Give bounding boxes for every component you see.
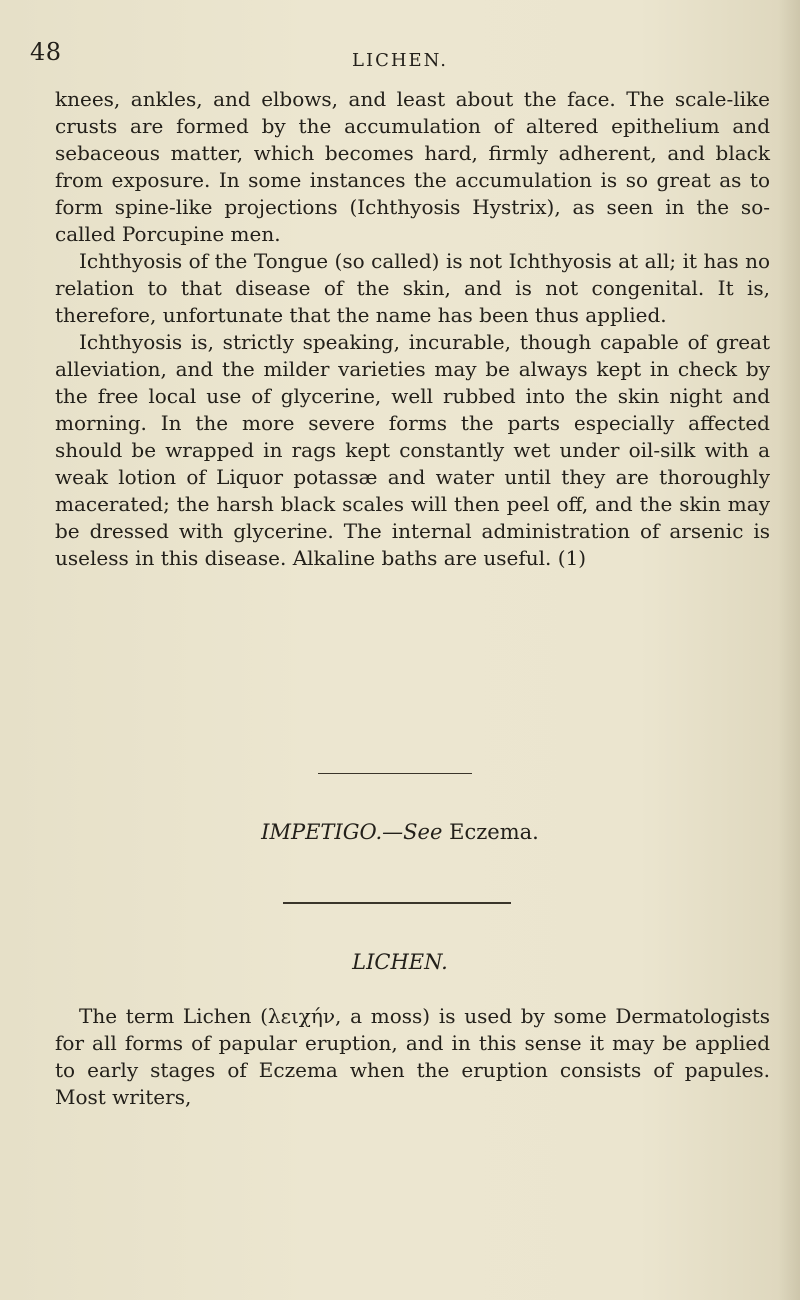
page-edge-shadow — [778, 0, 800, 1300]
see-word: —See — [382, 820, 443, 844]
body-text — [55, 86, 770, 572]
impetigo-entry — [0, 820, 800, 844]
page-header — [0, 38, 800, 78]
page-number: 48 — [30, 38, 62, 66]
paragraph: The term Lichen (λειχήν, a moss) is used by some Dermatologists for all forms of papular eruption, and in this sense it may be applied to early stages of Eczema when the eruption consists of papules. Most writers, — [55, 1004, 770, 1109]
cross-reference: Eczema. — [449, 820, 539, 844]
running-head: LICHEN. — [352, 50, 448, 71]
lichen-title: LICHEN. — [352, 950, 448, 974]
lichen-body — [55, 1003, 770, 1111]
impetigo-title: IMPETIGO. — [261, 820, 383, 844]
paragraph: knees, ankles, and elbows, and least about the face. The scale-like crusts are formed by the accumulation of altered epithelium and sebaceous matter, which becomes hard, firmly adherent, and black from exposure. In some instances the accumulation is so great as to form spine-like projections (Ichthyosis Hystrix), as seen in the so-called Porcupine men. — [55, 87, 770, 246]
section-divider — [283, 902, 511, 904]
paragraph: Ichthyosis of the Tongue (so called) is not Ichthyosis at all; it has no relation to that disease of the skin, and is not congenital. It is, therefore, unfortunate that the name has been thus applied. — [55, 249, 770, 327]
paragraph: Ichthyosis is, strictly speaking, incurable, though capable of great alleviation, and the milder varieties may be always kept in check by the free local use of glycerine, well rubbed into the skin night and morning. In the more severe forms the parts especially affected should be wrapped in rags kept constantly wet under oil-silk with a weak lotion of Liquor potassæ and water until they are thoroughly macerated; the harsh black scales will then peel off, and the skin may be dressed with glycerine. The internal administration of arsenic is useless in this disease. Alkaline baths are useful. (1) — [55, 330, 770, 570]
section-divider — [318, 773, 472, 774]
